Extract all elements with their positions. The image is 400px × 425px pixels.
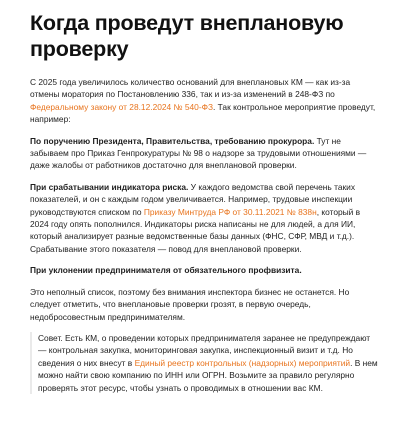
control-registry-link[interactable]: Единый реестр контрольных (надзорных) мероприятий — [134, 357, 351, 368]
case-2-heading: При срабатывании индикатора риска. — [30, 181, 189, 192]
page-title: Когда проведут внеплановую проверку — [30, 11, 344, 61]
case-3-heading: При уклонении предпринимателя от обязательного профвизита. — [30, 265, 302, 276]
law-540-fz-link[interactable]: Федеральному закону от 28.12.2024 № 540-ФЗ — [30, 101, 214, 112]
conclusion-paragraph: Это неполный список, поэтому без внимания инспектора бизнес не останется. Но следует отметить, что внеплановые проверки грозят, в первую очередь, недобросовестным предпринимателям. — [30, 286, 350, 322]
advice-text-2: . В нем можно найти свою компанию по ИНН или ОГРН. Возьмите за правило регулярно проверять этот ресурс, чтобы узнать о проводимых в отношении вас КМ. — [38, 357, 378, 393]
case-1-heading: По поручению Президента, Правительства, требованию прокурора. — [30, 135, 315, 146]
intro-paragraph — [30, 76, 378, 126]
case-2-text-2: , который в 2024 году опять пополнился. Индикаторы риска написаны не для людей, а для ИИ, который анализирует разные ведомственные базы данных (ФНС, СФР, МВД и т.д.). Срабатывание этого показателя — повод для внеплановой проверки. — [30, 206, 361, 254]
case-3-paragraph — [30, 264, 378, 276]
intro-text-2: . Так контрольное мероприятие проведут, например: — [30, 101, 376, 125]
case-2-paragraph — [30, 181, 378, 255]
case-1-text: Тут не забываем про Приказ Генпрокуратуры № 98 о надзоре за трудовыми отношениями — даже жалобы от работников достаточно для внеплановой проверки. — [30, 135, 367, 171]
advice-paragraph — [30, 332, 378, 394]
advice-text-1: Совет. Есть КМ, о проведении которых предпринимателя заранее не предупреждают — контрольная закупка, мониторинговая закупка, инспекционный визит и т.д. Но сведения о них внесут в — [38, 332, 371, 368]
case-2-text-1: У каждого ведомства свой перечень таких показателей, и он с каждым годом увеличивается. Например, трудовые инспекции руководствуются списком по — [30, 181, 356, 217]
intro-text-1: С 2025 года увеличилось количество оснований для внеплановых КМ — как из-за отмены моратория по Постановлению 336, так и из-за изменений в 248-ФЗ по — [30, 77, 351, 100]
case-1-paragraph — [30, 135, 378, 172]
mintrud-order-link[interactable]: Приказу Минтруда РФ от 30.11.2021 № 838н — [143, 206, 317, 217]
